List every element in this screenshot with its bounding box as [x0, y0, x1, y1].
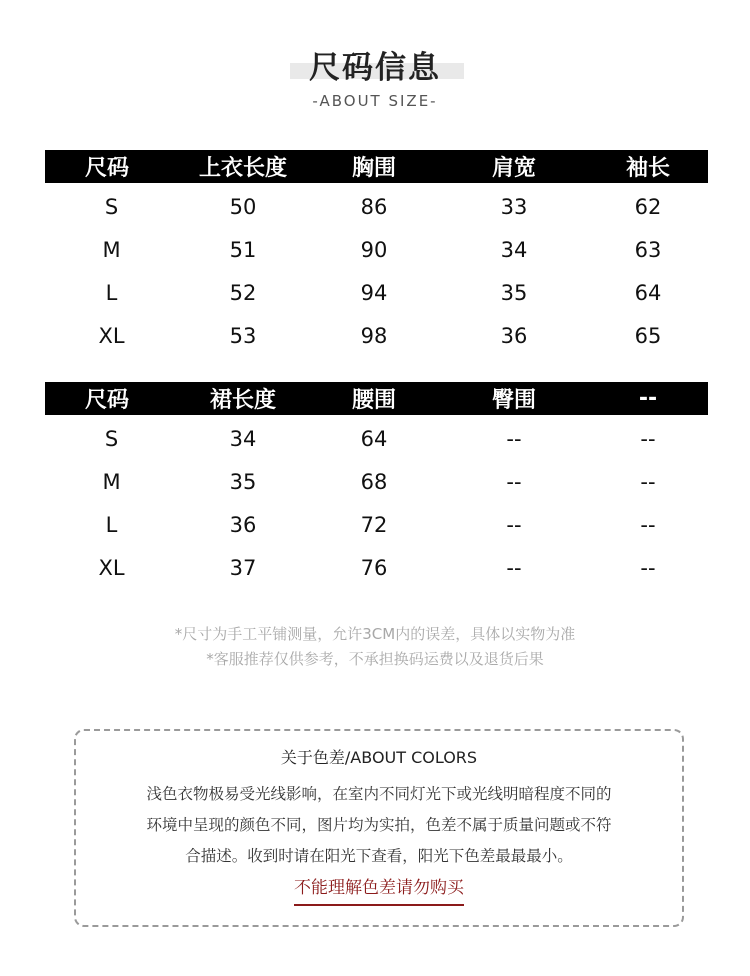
table-row — [45, 417, 708, 460]
table-cell: -- — [506, 426, 522, 451]
page-title: 尺码信息 — [309, 50, 441, 86]
table-cell: XL — [98, 323, 125, 348]
table-cell: 63 — [634, 237, 662, 262]
table-row — [45, 460, 708, 503]
table-cell: 64 — [360, 426, 388, 451]
table-cell: 52 — [229, 280, 257, 305]
table-cell: 35 — [229, 469, 257, 494]
table-cell: 68 — [360, 469, 388, 494]
table-cell: 33 — [500, 194, 528, 219]
table-cell: 34 — [229, 426, 257, 451]
table-cell: M — [102, 237, 121, 262]
table-cell: 53 — [229, 323, 257, 348]
table-cell: 86 — [360, 194, 388, 219]
table-cell: -- — [640, 512, 656, 537]
header-cell: 胸围 — [351, 156, 396, 181]
table-cell: 98 — [360, 323, 388, 348]
colors-warning: 不能理解色差请勿购买 — [294, 877, 464, 906]
header-cell: 尺码 — [85, 156, 130, 181]
header-cell: 上衣长度 — [198, 156, 287, 181]
table-cell: -- — [640, 469, 656, 494]
title-block — [0, 48, 750, 88]
table-header — [45, 150, 708, 183]
header-cell: 腰围 — [351, 388, 396, 413]
colors-line: 合描述。收到时请在阳光下查看，阳光下色差最最最小。 — [185, 847, 573, 865]
table-cell: 36 — [229, 512, 257, 537]
table-cell: S — [104, 426, 119, 451]
header-cell: 臀围 — [491, 388, 536, 413]
header-cell: 尺码 — [85, 388, 130, 413]
table-cell: 76 — [360, 555, 388, 580]
table-cell: 51 — [229, 237, 257, 262]
header-cell: -- — [638, 386, 658, 411]
note-line: *客服推荐仅供参考，不承担换码运费以及退货后果 — [206, 650, 544, 668]
colors-description — [76, 779, 682, 872]
table-cell: L — [105, 280, 118, 305]
table-row — [45, 271, 708, 314]
table-cell: -- — [640, 426, 656, 451]
table-cell: S — [104, 194, 119, 219]
table-cell: -- — [640, 555, 656, 580]
table-cell: 36 — [500, 323, 528, 348]
table-cell: 62 — [634, 194, 662, 219]
table-cell: 65 — [634, 323, 662, 348]
table-cell: 35 — [500, 280, 528, 305]
table-cell: 64 — [634, 280, 662, 305]
table-header — [45, 382, 708, 415]
header-cell: 裙长度 — [209, 388, 276, 413]
table-cell: 94 — [360, 280, 388, 305]
table-cell: 34 — [500, 237, 528, 262]
table-cell: -- — [506, 469, 522, 494]
header-cell: 袖长 — [625, 156, 670, 181]
colors-title: 关于色差/ABOUT COLORS — [280, 748, 478, 767]
note-line: *尺寸为手工平铺测量，允许3CM内的误差，具体以实物为准 — [174, 625, 576, 643]
table-cell: -- — [506, 512, 522, 537]
table-cell: M — [102, 469, 121, 494]
table-cell: XL — [98, 555, 125, 580]
table-row — [45, 228, 708, 271]
top-size-table — [45, 150, 708, 357]
colors-line: 浅色衣物极易受光线影响，在室内不同灯光下或光线明暗程度不同的 — [146, 785, 612, 803]
table-row — [45, 503, 708, 546]
table-row — [45, 314, 708, 357]
table-row — [45, 546, 708, 589]
header-cell: 肩宽 — [491, 156, 536, 181]
color-difference-box — [74, 729, 684, 927]
table-cell: 72 — [360, 512, 388, 537]
colors-line: 环境中呈现的颜色不同，图片均为实拍，色差不属于质量问题或不符 — [146, 816, 612, 834]
page-subtitle: -ABOUT SIZE- — [312, 92, 438, 110]
table-cell: 37 — [229, 555, 257, 580]
table-cell: -- — [506, 555, 522, 580]
measurement-notes — [0, 622, 750, 672]
table-row — [45, 185, 708, 228]
table-cell: 50 — [229, 194, 257, 219]
table-cell: L — [105, 512, 118, 537]
table-cell: 90 — [360, 237, 388, 262]
bottom-size-table — [45, 382, 708, 589]
